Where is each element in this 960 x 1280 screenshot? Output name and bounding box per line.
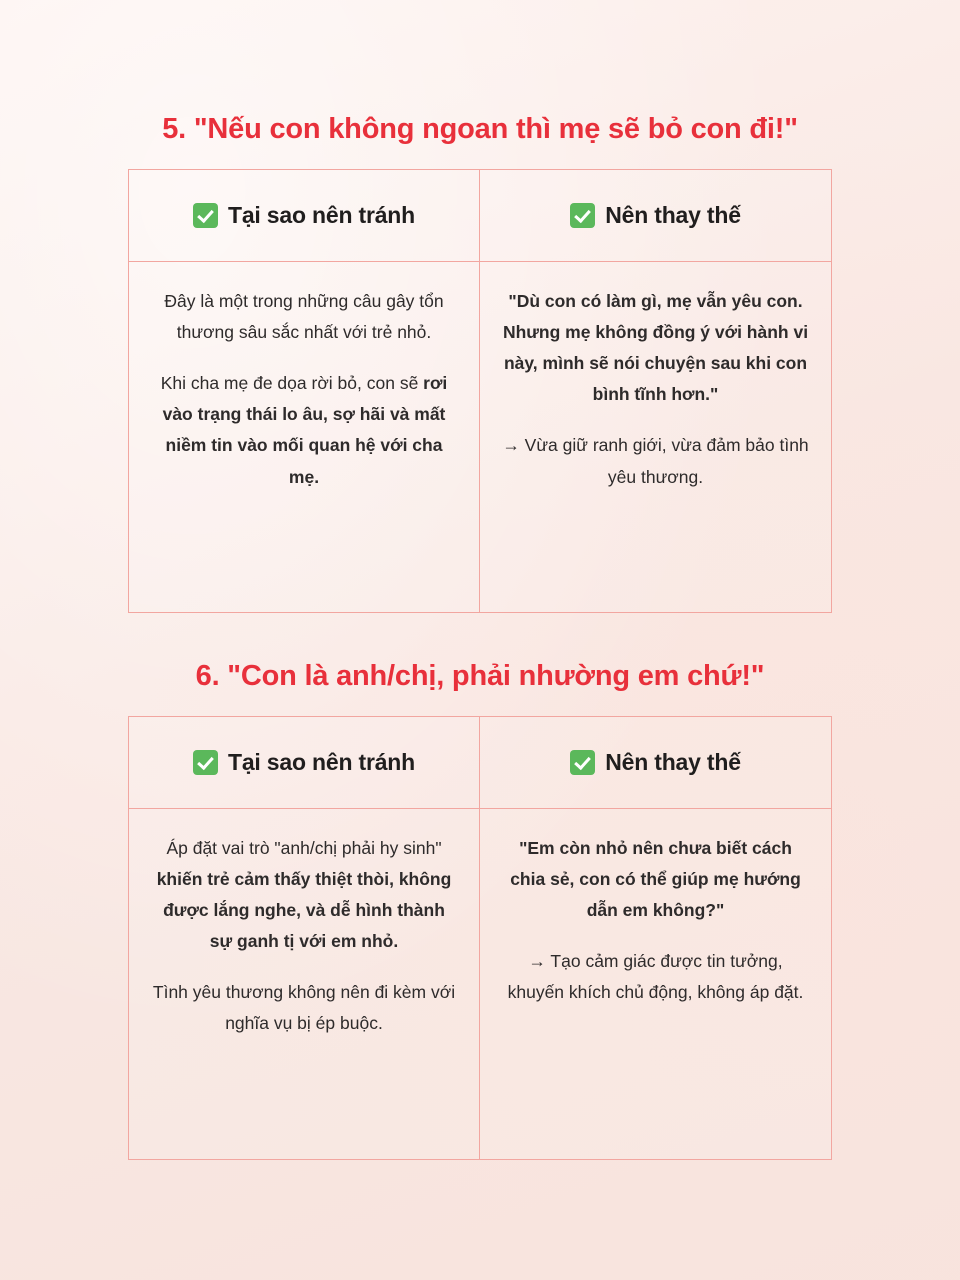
- green-check-icon: [570, 203, 595, 228]
- column-header-replacement-6: [480, 717, 831, 809]
- green-check-icon: [193, 203, 218, 228]
- column-replacement-6: [480, 717, 831, 1159]
- section-5: [128, 0, 832, 613]
- column-why-avoid-5: [129, 170, 480, 612]
- column-header-label: Nên thay thế: [605, 201, 741, 228]
- column-body-why-avoid-6: [129, 809, 479, 1159]
- body-paragraph: Tình yêu thương không nên đi kèm với nghĩa vụ bị ép buộc.: [152, 982, 456, 1034]
- column-header-label: Tại sao nên tránh: [227, 748, 416, 775]
- body-paragraph: Áp đặt vai trò "anh/chị phải hy sinh" khiến trẻ cảm thấy thiệt thòi, không được lắng nghe, và dễ hình thành sự ganh tị với em nhỏ.: [156, 837, 452, 952]
- column-replacement-5: [480, 170, 831, 612]
- column-body-replacement-6: [480, 809, 831, 1159]
- column-header-why-avoid-5: [129, 170, 479, 262]
- column-why-avoid-6: [129, 717, 480, 1159]
- body-paragraph: Đây là một trong những câu gây tổn thương sâu sắc nhất với trẻ nhỏ.: [164, 290, 444, 342]
- note-paragraph: → Vừa giữ ranh giới, vừa đảm bảo tình yêu thương.: [502, 435, 809, 487]
- green-check-icon: [570, 750, 595, 775]
- column-header-label: Tại sao nên tránh: [227, 201, 416, 228]
- column-body-replacement-5: [480, 262, 831, 612]
- page-title-6: 6. "Con là anh/chị, phải nhường em chứ!": [195, 659, 765, 692]
- page-title-5: 5. "Nếu con không ngoan thì mẹ sẽ bỏ con đi!": [162, 113, 798, 145]
- section-6: [128, 613, 832, 1160]
- column-header-replacement-5: [480, 170, 831, 262]
- comparison-table-5: [128, 169, 832, 613]
- column-header-why-avoid-6: [129, 717, 479, 809]
- body-paragraph: "Dù con có làm gì, mẹ vẫn yêu con. Nhưng mẹ không đồng ý với hành vi này, mình sẽ nói chuyện sau khi con bình tĩnh hơn.": [502, 290, 809, 405]
- note-paragraph: → Tạo cảm giác được tin tưởng, khuyến khích chủ động, không áp đặt.: [507, 951, 804, 1003]
- body-paragraph: "Em còn nhỏ nên chưa biết cách chia sẻ, con có thể giúp mẹ hướng dẫn em không?": [510, 837, 801, 920]
- body-paragraph: Khi cha mẹ đe dọa rời bỏ, con sẽ rơi vào trạng thái lo âu, sợ hãi và mất niềm tin vào mối quan hệ với cha mẹ.: [160, 373, 448, 487]
- green-check-icon: [193, 750, 218, 775]
- column-header-label: Nên thay thế: [605, 748, 741, 775]
- column-body-why-avoid-5: [129, 262, 479, 612]
- comparison-table-6: [128, 716, 832, 1160]
